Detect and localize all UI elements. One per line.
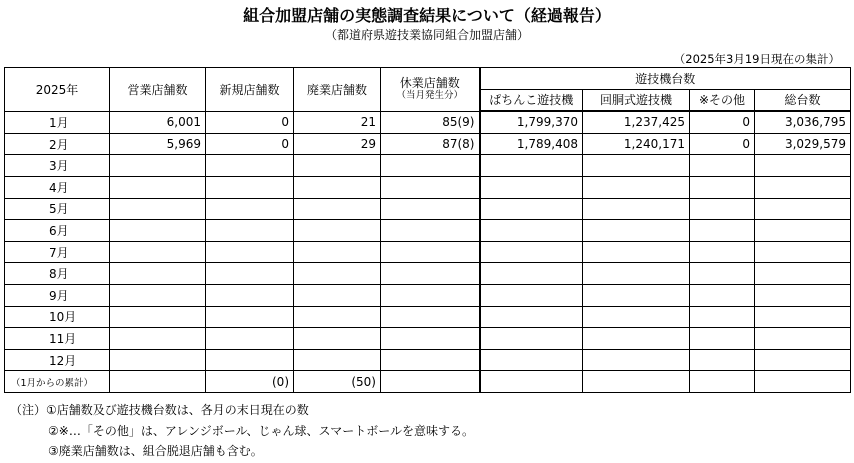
header-other: ※その他 (690, 89, 755, 111)
cell-operating (110, 371, 206, 393)
cell-pachislot (583, 306, 690, 328)
cell-pachislot (583, 263, 690, 285)
cell-closed (294, 284, 381, 306)
table-row (5, 241, 851, 263)
cell-other (690, 176, 755, 198)
cell-other (690, 198, 755, 220)
cell-operating: 5,969 (110, 133, 206, 155)
cell-pachislot (583, 241, 690, 263)
header-total: 総台数 (755, 89, 851, 111)
notes (10, 400, 474, 462)
cell-other (690, 241, 755, 263)
cell-total (755, 371, 851, 393)
table-row (5, 133, 851, 155)
as-of-date: （2025年3月19日現在の集計） (673, 52, 840, 66)
cell-closed (294, 241, 381, 263)
cell-pachislot: 1,237,425 (583, 111, 690, 133)
cell-operating (110, 241, 206, 263)
cell-month: 5月 (5, 198, 110, 220)
cell-operating (110, 263, 206, 285)
cell-pachinko (480, 176, 583, 198)
cell-total (755, 241, 851, 263)
cell-pachinko: 1,799,370 (480, 111, 583, 133)
cell-new (206, 198, 294, 220)
cell-other (690, 371, 755, 393)
cell-month: 7月 (5, 241, 110, 263)
cell-closed (294, 349, 381, 371)
cell-operating (110, 220, 206, 242)
table-row (5, 176, 851, 198)
cell-pachislot (583, 349, 690, 371)
cell-pachinko (480, 220, 583, 242)
cell-other (690, 349, 755, 371)
table-row (5, 111, 851, 133)
cell-operating (110, 306, 206, 328)
table-row (5, 306, 851, 328)
cell-operating: 6,001 (110, 111, 206, 133)
cell-month: 8月 (5, 263, 110, 285)
cell-total (755, 328, 851, 350)
cell-operating (110, 328, 206, 350)
table-row (5, 263, 851, 285)
cell-month: 3月 (5, 155, 110, 177)
cumulative-new: (0) (206, 371, 294, 393)
cell-closed (294, 220, 381, 242)
header-year: 2025年 (5, 68, 110, 112)
page-title: 組合加盟店舗の実態調査結果について（経過報告） (243, 6, 611, 25)
cell-total (755, 306, 851, 328)
cell-suspended (381, 241, 480, 263)
cell-pachislot: 1,240,171 (583, 133, 690, 155)
cell-new (206, 220, 294, 242)
cell-new: 0 (206, 111, 294, 133)
header-machines-group: 遊技機台数 (480, 68, 851, 90)
cell-total: 3,036,795 (755, 111, 851, 133)
cell-closed (294, 176, 381, 198)
cell-pachinko (480, 349, 583, 371)
cell-suspended (381, 220, 480, 242)
cell-suspended: 85(9) (381, 111, 480, 133)
header-closed: 廃業店舗数 (294, 68, 381, 112)
cell-pachislot (583, 176, 690, 198)
cumulative-closed: (50) (294, 371, 381, 393)
note-1: （注）①店舗数及び遊技機台数は、各月の末日現在の数 (10, 403, 309, 417)
cell-total (755, 284, 851, 306)
cell-suspended (381, 371, 480, 393)
cell-pachislot (583, 220, 690, 242)
cell-month: 10月 (5, 306, 110, 328)
cell-new (206, 328, 294, 350)
cell-closed (294, 263, 381, 285)
cell-closed (294, 306, 381, 328)
cell-month: 9月 (5, 284, 110, 306)
cell-suspended (381, 155, 480, 177)
cell-new (206, 306, 294, 328)
cell-suspended (381, 263, 480, 285)
cell-operating (110, 198, 206, 220)
cell-other: 0 (690, 133, 755, 155)
cell-suspended (381, 284, 480, 306)
cell-operating (110, 349, 206, 371)
cell-operating (110, 176, 206, 198)
cell-pachinko (480, 263, 583, 285)
table-row (5, 198, 851, 220)
survey-table (4, 67, 851, 393)
header-suspended (381, 68, 480, 112)
cell-pachinko: 1,789,408 (480, 133, 583, 155)
note-3: ③廃業店舗数は、組合脱退店舗も含む。 (48, 444, 263, 458)
cell-operating (110, 284, 206, 306)
cell-month: 6月 (5, 220, 110, 242)
cell-other (690, 220, 755, 242)
cell-pachinko (480, 284, 583, 306)
cell-month: 12月 (5, 349, 110, 371)
cell-total (755, 176, 851, 198)
cell-other (690, 263, 755, 285)
header-suspended-sub: （当月発生分） (396, 90, 463, 102)
cell-suspended (381, 198, 480, 220)
cell-suspended (381, 328, 480, 350)
cell-pachinko (480, 198, 583, 220)
cumulative-label: （1月からの累計） (5, 371, 110, 393)
cell-month: 11月 (5, 328, 110, 350)
header-suspended-label: 休業店舗数 (399, 76, 460, 91)
table-row (5, 284, 851, 306)
cell-total: 3,029,579 (755, 133, 851, 155)
cell-operating (110, 155, 206, 177)
cell-closed: 21 (294, 111, 381, 133)
cumulative-row (5, 371, 851, 393)
cell-pachinko (480, 371, 583, 393)
cell-suspended (381, 176, 480, 198)
cell-pachislot (583, 198, 690, 220)
cell-other (690, 306, 755, 328)
cell-other (690, 155, 755, 177)
cell-total (755, 349, 851, 371)
note-2: ②※…「その他」は、アレンジボール、じゃん球、スマートボールを意味する。 (48, 423, 475, 438)
cell-pachislot (583, 155, 690, 177)
cell-new (206, 155, 294, 177)
table-row (5, 155, 851, 177)
header-pachinko: ぱちんこ遊技機 (480, 89, 583, 111)
header-new: 新規店舗数 (206, 68, 294, 112)
cell-total (755, 155, 851, 177)
cell-closed (294, 155, 381, 177)
cell-pachinko (480, 155, 583, 177)
cell-new (206, 176, 294, 198)
cell-closed (294, 198, 381, 220)
cell-month: 2月 (5, 133, 110, 155)
table-row (5, 220, 851, 242)
cell-new (206, 284, 294, 306)
cell-month: 4月 (5, 176, 110, 198)
table-row (5, 328, 851, 350)
cell-pachislot (583, 284, 690, 306)
table-header (5, 68, 851, 112)
cell-pachislot (583, 328, 690, 350)
cell-pachinko (480, 328, 583, 350)
cell-suspended: 87(8) (381, 133, 480, 155)
cell-suspended (381, 349, 480, 371)
cell-other (690, 328, 755, 350)
header-pachislot: 回胴式遊技機 (583, 89, 690, 111)
table-row (5, 349, 851, 371)
cell-new (206, 349, 294, 371)
cell-month: 1月 (5, 111, 110, 133)
cell-pachinko (480, 306, 583, 328)
cell-suspended (381, 306, 480, 328)
cell-total (755, 263, 851, 285)
cell-new (206, 263, 294, 285)
header-operating: 営業店舗数 (110, 68, 206, 112)
cell-closed (294, 328, 381, 350)
page-subtitle: （都道府県遊技業協同組合加盟店舗） (324, 28, 529, 42)
cell-new: 0 (206, 133, 294, 155)
cell-total (755, 198, 851, 220)
cell-total (755, 220, 851, 242)
cell-pachinko (480, 241, 583, 263)
cell-new (206, 241, 294, 263)
cell-other: 0 (690, 111, 755, 133)
cell-other (690, 284, 755, 306)
cell-pachislot (583, 371, 690, 393)
cell-closed: 29 (294, 133, 381, 155)
